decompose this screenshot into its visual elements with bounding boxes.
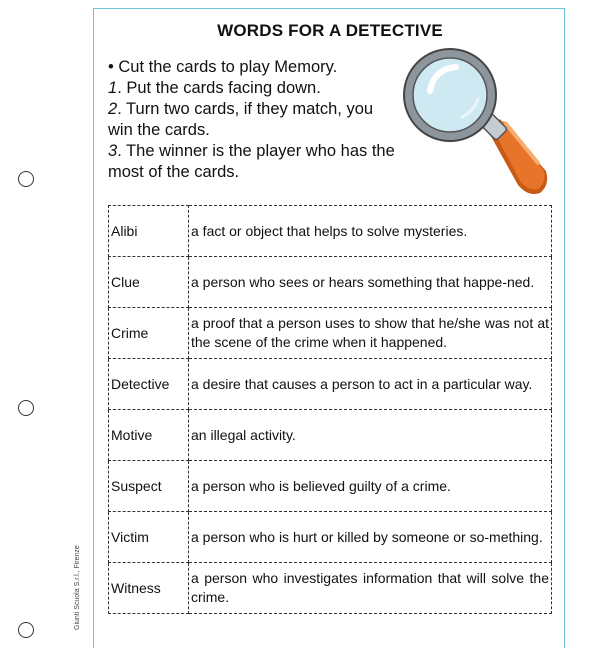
binder-hole-middle bbox=[18, 400, 34, 416]
word-cell: Motive bbox=[109, 410, 189, 461]
table-row bbox=[109, 359, 552, 410]
definition-cell: a fact or object that helps to solve mysteries. bbox=[189, 206, 552, 257]
page-title: WORDS FOR A DETECTIVE bbox=[217, 21, 443, 40]
word-cell: Alibi bbox=[109, 206, 189, 257]
table-row bbox=[109, 512, 552, 563]
definition-cell: a person who investigates information that will solve the crime. bbox=[189, 563, 552, 614]
step-number: 2 bbox=[108, 100, 118, 118]
word-cell: Witness bbox=[109, 563, 189, 614]
vocabulary-table bbox=[108, 205, 552, 614]
word-cell: Detective bbox=[109, 359, 189, 410]
table-row bbox=[109, 308, 552, 359]
table-row bbox=[109, 257, 552, 308]
binder-hole-bottom bbox=[18, 622, 34, 638]
definition-cell: a desire that causes a person to act in a particular way. bbox=[189, 359, 552, 410]
step-number: 1 bbox=[108, 79, 118, 97]
word-cell: Clue bbox=[109, 257, 189, 308]
word-cell: Suspect bbox=[109, 461, 189, 512]
instruction-bullet: • Cut the cards to play Memory. bbox=[108, 58, 338, 76]
worksheet bbox=[93, 8, 565, 648]
definition-cell: an illegal activity. bbox=[189, 410, 552, 461]
step-text: . The winner is the player who has the most of the cards. bbox=[108, 142, 395, 181]
definition-cell: a person who is believed guilty of a crime. bbox=[189, 461, 552, 512]
definition-cell: a person who is hurt or killed by someone or so-mething. bbox=[189, 512, 552, 563]
word-cell: Victim bbox=[109, 512, 189, 563]
word-cell: Crime bbox=[109, 308, 189, 359]
instruction-step-1 bbox=[108, 78, 398, 99]
copyright-note: Giunti Scuola S.r.l., Firenze bbox=[74, 545, 81, 630]
step-text: . Turn two cards, if they match, you win the cards. bbox=[108, 100, 374, 139]
table-row bbox=[109, 461, 552, 512]
instructions bbox=[108, 57, 398, 183]
binder-hole-top bbox=[18, 171, 34, 187]
instruction-step-2 bbox=[108, 99, 398, 141]
table-row bbox=[109, 563, 552, 614]
definition-cell: a proof that a person uses to show that he/she was not at the scene of the crime when it happened. bbox=[189, 308, 552, 359]
instruction-step-3 bbox=[108, 141, 398, 183]
table-row bbox=[109, 206, 552, 257]
step-number: 3 bbox=[108, 142, 118, 160]
magnifying-glass-icon bbox=[400, 47, 550, 199]
definition-cell: a person who sees or hears something that happe-ned. bbox=[189, 257, 552, 308]
table-row bbox=[109, 410, 552, 461]
step-text: . Put the cards facing down. bbox=[117, 79, 321, 97]
